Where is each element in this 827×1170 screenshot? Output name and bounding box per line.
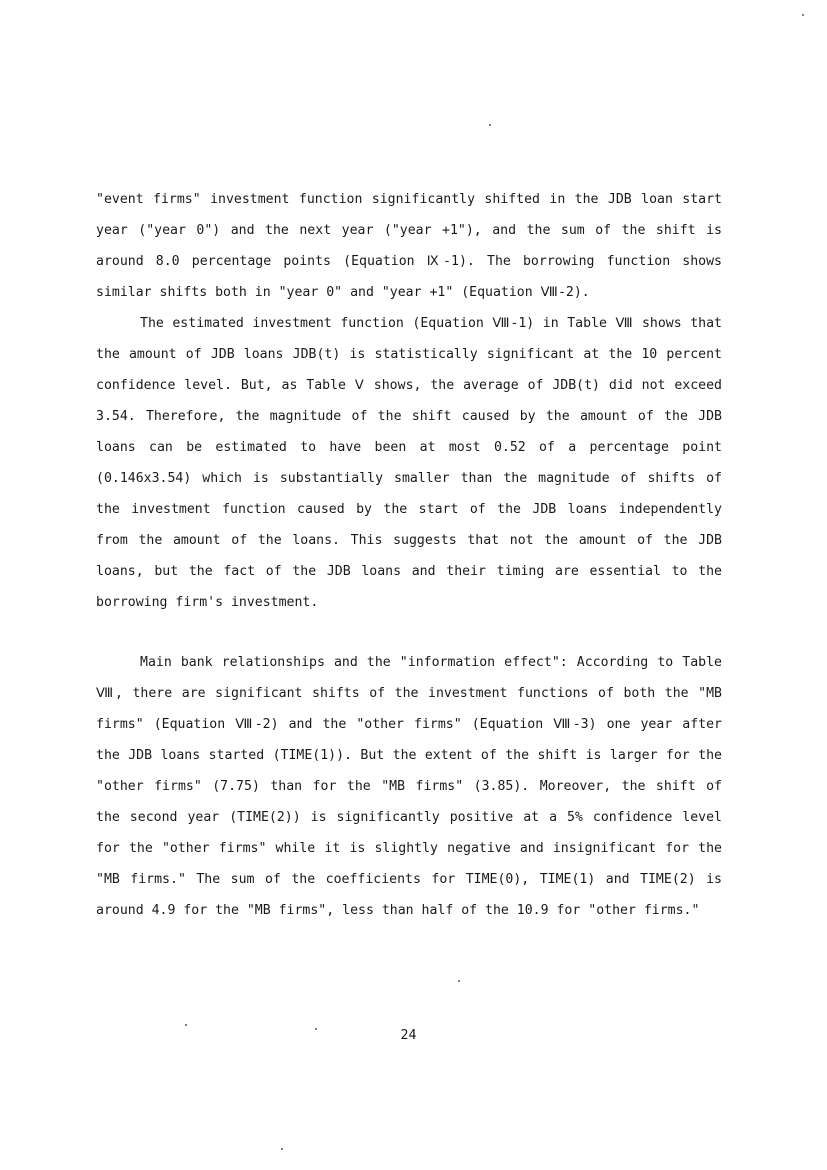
scan-speck — [281, 1148, 283, 1150]
scan-speck — [489, 124, 491, 126]
paragraph-gap — [96, 618, 722, 647]
page-number: 24 — [400, 1028, 417, 1043]
paragraph-estimated-investment-function: The estimated investment function (Equation Ⅷ-1) in Table Ⅷ shows that the amount of JDB loans JDB(t) is statistically significant at the 10 percent confidence level. But, as Table Ⅴ shows, the average of JDB(t) did not exceed 3.54. Therefore, the magnitude of the shift caused by the amount of the JDB loans can be estimated to have been at most 0.52 of a percentage point (0.146x3.54) which is substantially smaller than the magnitude of shifts of the investment function caused by the start of the JDB loans independently from the amount of the loans. This suggests that not the amount of the JDB loans, but the fact of the JDB loans and their timing are essential to the borrowing firm's investment. — [96, 316, 722, 610]
scan-speck — [458, 980, 460, 982]
scan-speck — [802, 14, 804, 16]
paragraph-event-firms: "event firms" investment function significantly shifted in the JDB loan start year ("year 0") and the next year ("year +1"), and the sum of the shift is around 8.0 percentage points (Equation Ⅸ-1). The borrowing function shows similar shifts both in "year 0" and "year +1" (Equation Ⅷ-2). — [96, 192, 722, 300]
paragraph-main-bank-relationships: Main bank relationships and the "information effect": According to Table Ⅷ, there are significant shifts of the investment functions of both the "MB firms" (Equation Ⅷ-2) and the "other firms" (Equation Ⅷ-3) one year after the JDB loans started (TIME(1)). But the extent of the shift is larger for the "other firms" (7.75) than for the "MB firms" (3.85). Moreover, the shift of the second year (TIME(2)) is significantly positive at a 5% confidence level for the "other firms" while it is slightly negative and insignificant for the "MB firms." The sum of the coefficients for TIME(0), TIME(1) and TIME(2) is around 4.9 for the "MB firms", less than half of the 10.9 for "other firms." — [96, 655, 722, 918]
document-body — [96, 184, 722, 926]
